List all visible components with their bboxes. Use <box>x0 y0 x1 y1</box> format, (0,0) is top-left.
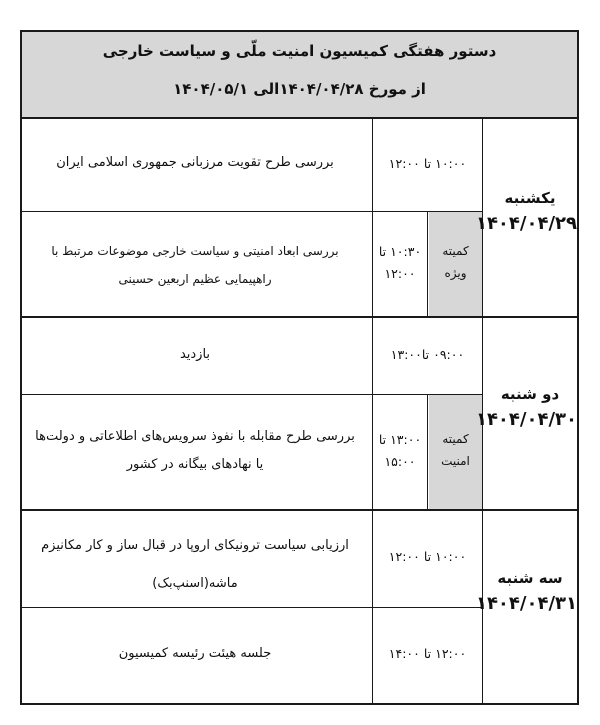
session-time: ۱۰:۰۰ تا ۱۲:۰۰ <box>388 549 467 564</box>
day-date: ۱۴۰۴/۰۴/۳۱ <box>475 593 577 614</box>
row-divider <box>22 211 483 212</box>
row-divider <box>22 607 483 608</box>
session-topic: بررسی ابعاد امنیتی و سیاست خارجی موضوعات مرتبط با راهپیمایی عظیم اربعین حسینی <box>51 244 339 286</box>
tag-divider <box>427 211 428 316</box>
time-from: ۱۰:۳۰ تا <box>378 244 422 259</box>
session-topic: بررسی طرح مقابله با نفوذ سرویس‌های اطلاعاتی و دولت‌ها یا نهادهای بیگانه در کشور <box>35 429 355 472</box>
session-topic: جلسه هیئت رئیسه کمیسیون <box>118 646 272 661</box>
session-time: ۱۰:۰۰ تا ۱۲:۰۰ <box>388 156 467 171</box>
schedule-header <box>22 32 577 119</box>
session-topic: بازدید <box>179 347 211 362</box>
schedule-title: دستور هفتگی کمیسیون امنیت ملّی و سیاست خارجی <box>102 42 497 60</box>
day-name: سه شنبه <box>497 569 563 587</box>
day-label <box>475 385 577 430</box>
tag-line: کمیته <box>442 432 469 446</box>
day-date: ۱۴۰۴/۰۴/۲۹ <box>475 213 577 234</box>
session-time: ۱۲:۰۰ تا ۱۴:۰۰ <box>388 646 467 661</box>
day-name: یکشنبه <box>504 189 556 207</box>
schedule-document <box>20 30 579 705</box>
committee-tag <box>429 395 482 509</box>
tag-divider <box>427 394 428 509</box>
day-label <box>475 189 577 234</box>
tag-line: ویژه <box>444 266 467 280</box>
column-divider <box>372 117 373 703</box>
time-to: ۱۵:۰۰ <box>384 454 416 469</box>
time-from: ۱۳:۰۰ تا <box>378 432 422 447</box>
time-to: ۱۲:۰۰ <box>384 266 416 281</box>
session-time <box>373 241 427 285</box>
day-name: دو شنبه <box>500 385 560 403</box>
row-divider <box>22 394 483 395</box>
session-time <box>373 429 427 473</box>
schedule-date-range: از مورخ ۱۴۰۴/۰۴/۲۸الی ۱۴۰۴/۰۵/۱ <box>173 80 426 98</box>
day-label <box>475 569 577 614</box>
day-date: ۱۴۰۴/۰۴/۳۰ <box>475 409 577 430</box>
session-topic: بررسی طرح تقویت مرزبانی جمهوری اسلامی ایران <box>56 155 334 170</box>
tag-line: امنیت <box>441 454 470 468</box>
session-topic: ارزیابی سیاست ترونیکای اروپا در قبال ساز و کار مکانیزم ماشه(اسنپ‌بک) <box>41 538 349 591</box>
committee-tag <box>429 212 482 316</box>
tag-line: کمیته <box>442 244 469 258</box>
day-divider <box>22 316 577 318</box>
schedule-table <box>22 117 577 703</box>
session-time: ۰۹:۰۰ تا۱۳:۰۰ <box>390 347 465 362</box>
day-divider <box>22 509 577 511</box>
